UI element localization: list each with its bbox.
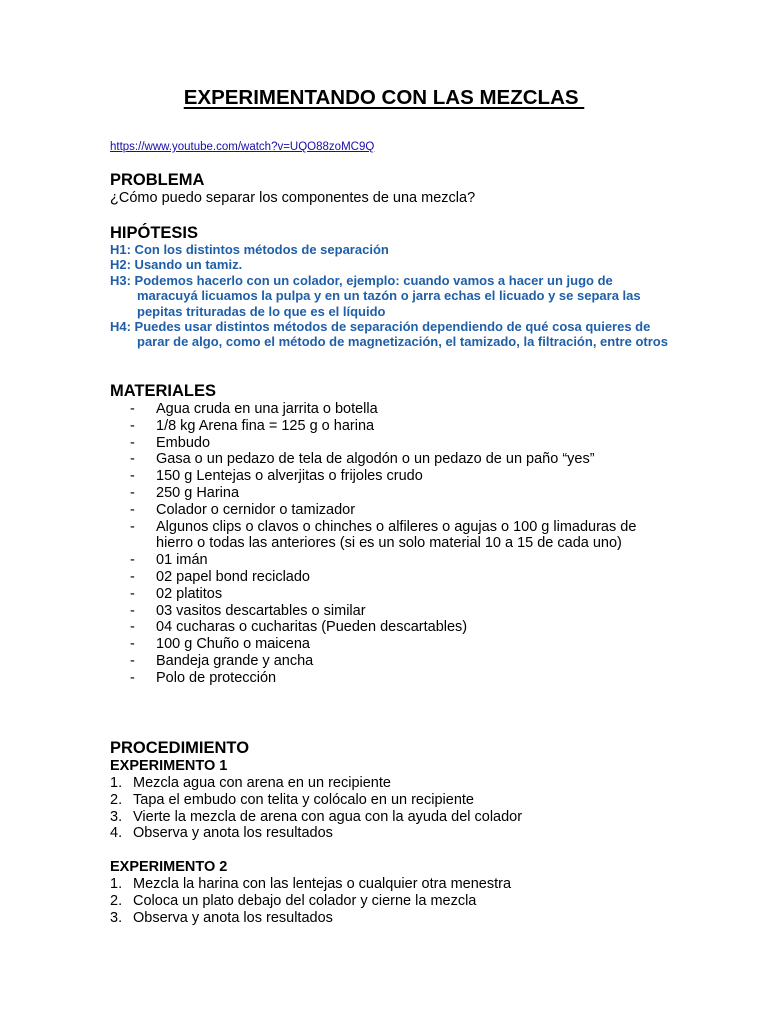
material-text: Embudo <box>156 434 211 451</box>
material-text: 250 g Harina <box>156 484 240 501</box>
materiales-list <box>130 401 670 687</box>
list-item <box>130 519 670 553</box>
dash-bullet: - <box>130 636 135 653</box>
step-number: 4. <box>110 825 123 842</box>
experimento-1-heading: EXPERIMENTO 1 <box>110 758 228 774</box>
hipotesis-item: H2: Usando un tamiz. <box>110 257 243 273</box>
material-text: Agua cruda en una jarrita o botella <box>156 401 378 417</box>
hipotesis-heading: HIPÓTESIS <box>110 224 199 242</box>
experimento-2-heading: EXPERIMENTO 2 <box>110 859 228 875</box>
step-number: 3. <box>110 909 123 926</box>
material-text: 02 papel bond reciclado <box>156 568 310 585</box>
dash-bullet: - <box>130 401 135 417</box>
step-number: 1. <box>110 775 123 791</box>
list-item <box>130 552 670 569</box>
list-item <box>130 468 670 485</box>
list-item <box>110 792 670 809</box>
dash-bullet: - <box>130 518 135 535</box>
dash-bullet: - <box>130 602 135 619</box>
list-item <box>110 893 670 910</box>
step-text: Observa y anota los resultados <box>133 909 333 926</box>
list-item <box>130 653 670 670</box>
dash-bullet: - <box>130 434 135 451</box>
material-text: 01 imán <box>156 552 208 569</box>
document-title: EXPERIMENTANDO CON LAS MEZCLAS <box>183 86 585 109</box>
material-text: 150 g Lentejas o alverjitas o frijoles crudo <box>156 468 423 485</box>
list-item <box>110 809 670 826</box>
step-text: Tapa el embudo con telita y colócalo en un recipiente <box>133 791 474 808</box>
dash-bullet: - <box>130 451 135 468</box>
list-item <box>110 825 670 842</box>
hipotesis-item: H3: Podemos hacerlo con un colador, ejemplo: cuando vamos a hacer un jugo de maracuyá licuamos la pulpa y en un tazón o jarra echas el licuado y se separa las pepitas trituradas de lo que es el líquido <box>110 272 641 319</box>
material-text: 100 g Chuño o maicena <box>156 636 310 653</box>
material-text: 04 cucharas o cucharitas (Pueden descartables) <box>156 619 468 636</box>
dash-bullet: - <box>130 417 135 434</box>
dash-bullet: - <box>130 652 135 669</box>
step-number: 2. <box>110 892 123 909</box>
hipotesis-list <box>110 242 670 350</box>
material-text: 03 vasitos descartables o similar <box>156 602 366 619</box>
material-text: Algunos clips o clavos o chinches o alfileres o agujas o 100 g limaduras de hierro o todas las anteriores (si es un solo material 10 a 15 de cada uno) <box>156 518 637 552</box>
material-text: 1/8 kg Arena fina = 125 g o harina <box>156 417 375 434</box>
material-text: Bandeja grande y ancha <box>156 652 314 669</box>
dash-bullet: - <box>130 552 135 569</box>
list-item <box>130 569 670 586</box>
list-item <box>130 435 670 452</box>
dash-bullet: - <box>130 568 135 585</box>
procedimiento-heading: PROCEDIMIENTO <box>110 739 250 757</box>
dash-bullet: - <box>130 484 135 501</box>
dash-bullet: - <box>130 585 135 602</box>
list-item <box>130 586 670 603</box>
list-item <box>110 775 670 792</box>
dash-bullet: - <box>130 669 135 686</box>
list-item <box>130 619 670 636</box>
step-text: Vierte la mezcla de arena con agua con la ayuda del colador <box>133 808 523 825</box>
step-number: 1. <box>110 876 123 892</box>
material-text: Colador o cernidor o tamizador <box>156 501 356 518</box>
material-text: Gasa o un pedazo de tela de algodón o un pedazo de un paño “yes” <box>156 451 595 468</box>
step-text: Mezcla agua con arena en un recipiente <box>133 775 391 791</box>
material-text: Polo de protección <box>156 669 277 686</box>
problema-heading: PROBLEMA <box>110 171 205 189</box>
list-item <box>130 485 670 502</box>
list-item <box>130 418 670 435</box>
step-text: Coloca un plato debajo del colador y cierne la mezcla <box>133 892 477 909</box>
problema-text: ¿Cómo puedo separar los componentes de una mezcla? <box>110 190 476 206</box>
step-text: Mezcla la harina con las lentejas o cualquier otra menestra <box>133 876 512 892</box>
step-text: Observa y anota los resultados <box>133 825 333 842</box>
dash-bullet: - <box>130 619 135 636</box>
list-item <box>130 451 670 468</box>
list-item <box>130 502 670 519</box>
list-item <box>130 603 670 620</box>
step-number: 2. <box>110 791 123 808</box>
materiales-heading: MATERIALES <box>110 382 217 400</box>
list-item <box>130 670 670 687</box>
hipotesis-item: H1: Con los distintos métodos de separación <box>110 242 389 257</box>
material-text: 02 platitos <box>156 585 223 602</box>
dash-bullet: - <box>130 501 135 518</box>
dash-bullet: - <box>130 468 135 485</box>
hipotesis-item: H4: Puedes usar distintos métodos de separación dependiendo de qué cosa quieres de parar de algo, como el método de magnetización, el tamizado, la filtración, entre otros <box>110 319 668 350</box>
youtube-link[interactable]: https://www.youtube.com/watch?v=UQO88zoMC9Q <box>110 141 375 153</box>
list-item <box>130 636 670 653</box>
experimento-2-steps <box>110 876 670 926</box>
list-item <box>110 910 670 927</box>
experimento-1-steps <box>110 775 670 842</box>
step-number: 3. <box>110 808 123 825</box>
list-item <box>110 876 670 893</box>
list-item <box>130 401 670 418</box>
